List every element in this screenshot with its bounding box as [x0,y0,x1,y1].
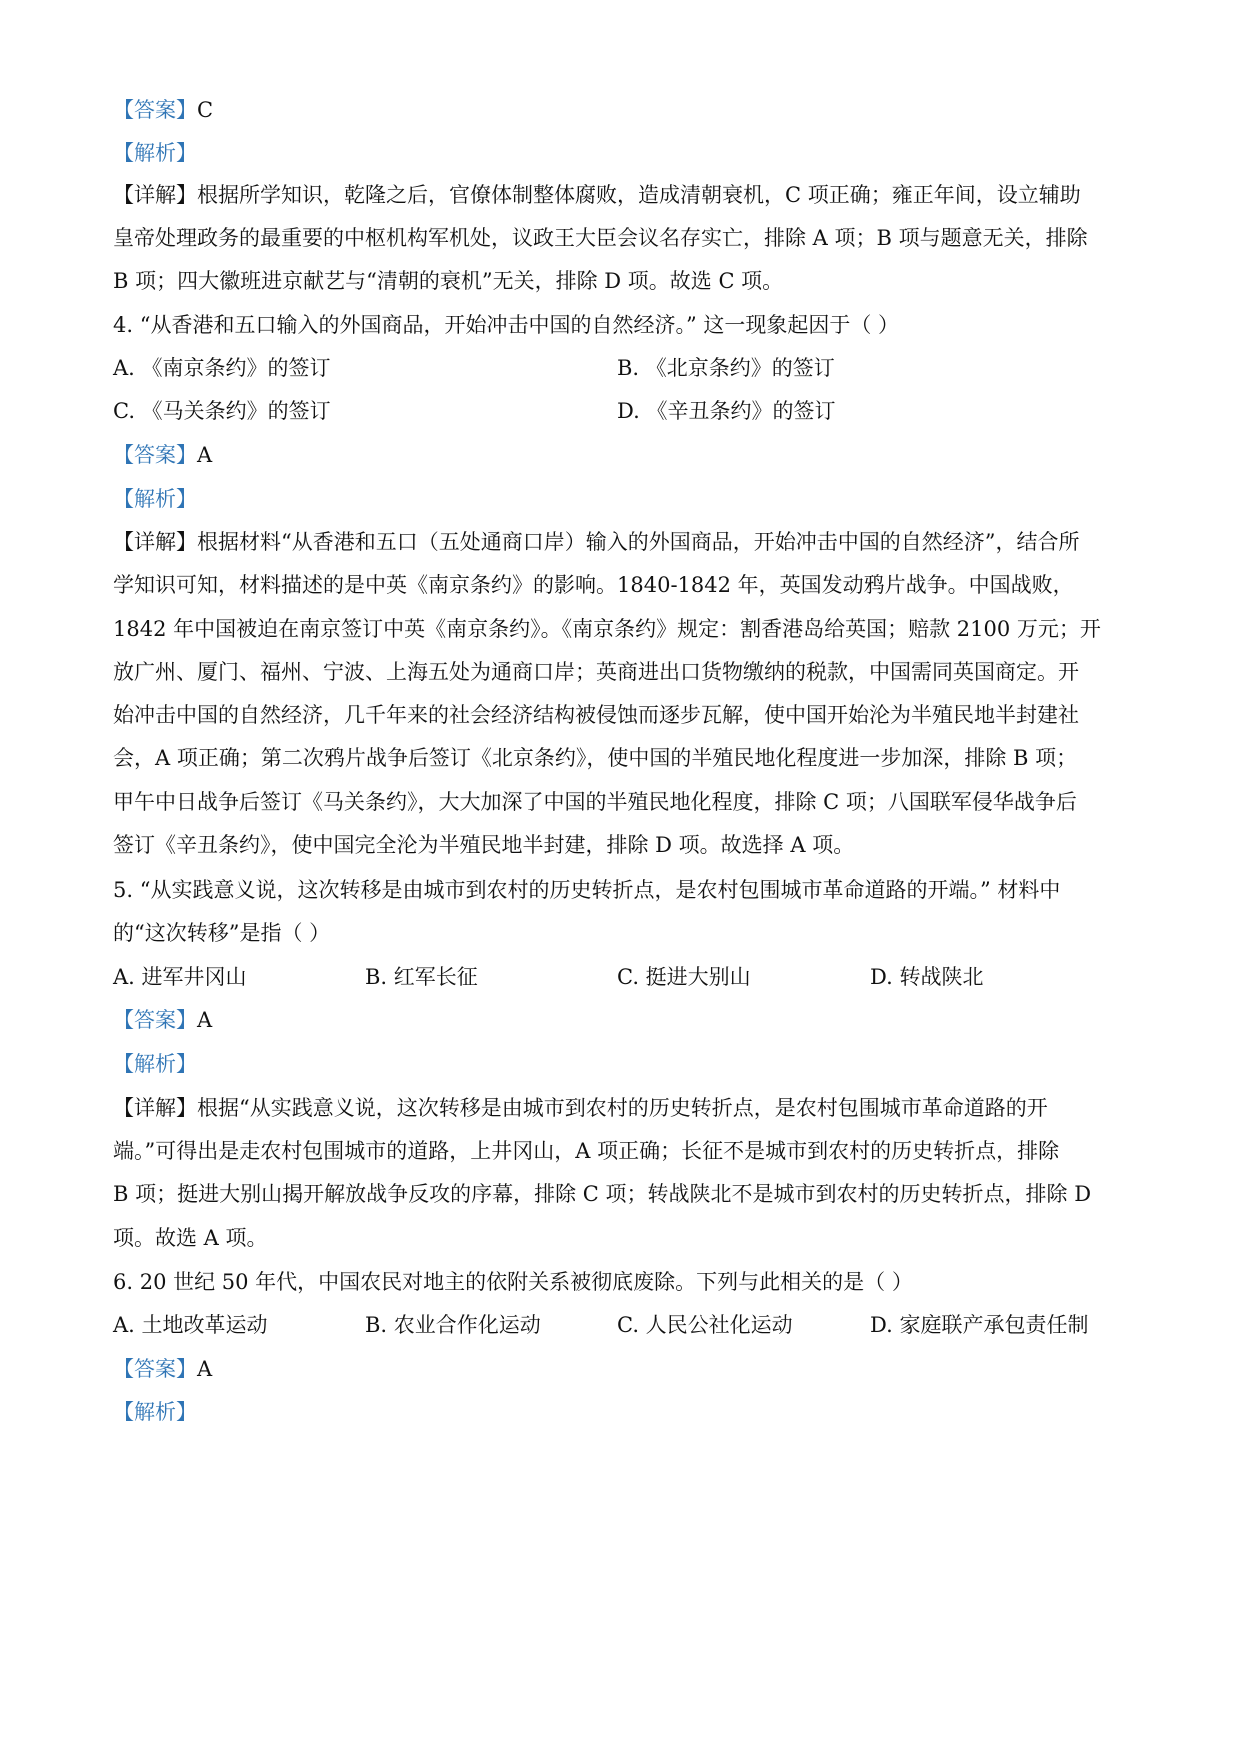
detail-text: 皇帝处理政务的最重要的中枢机构军机处，议政王大臣会议名存实亡，排除 A 项；B 项与题意无关，排除 [113,226,1088,250]
q5-option-d: D. 转战陕北 [870,965,984,989]
detail-text: B 项；四大徽班进京献艺与“清朝的衰机”无关，排除 D 项。故选 C 项。 [113,269,784,293]
answer-line [113,1354,1123,1384]
answer-value: A [197,1357,213,1381]
detail-text: 会，A 项正确；第二次鸦片战争后签订《北京条约》，使中国的半殖民地化程度进一步加深，排除 B 项； [113,746,1078,770]
question-5-stem: 的“这次转移”是指（ ） [113,921,331,945]
detail-text: 甲午中日战争后签订《马关条约》，大大加深了中国的半殖民地化程度，排除 C 项；八国联军侵华战争后 [113,790,1077,814]
analysis-line [113,484,1123,514]
answer-value: C [197,98,214,122]
analysis-line [113,1397,1123,1427]
answer-line [113,95,1123,125]
detail-label: 【详解】 [113,1096,197,1120]
q6-option-c: C. 人民公社化运动 [617,1313,793,1337]
detail-text: 签订《辛丑条约》，使中国完全沦为半殖民地半封建，排除 D 项。故选择 A 项。 [113,833,855,857]
detail-text: 根据“从实践意义说，这次转移是由城市到农村的历史转折点，是农村包围城市革命道路的开 [197,1096,1048,1120]
q4-option-c: C. 《马关条约》的签订 [113,399,331,423]
detail-label: 【详解】 [113,530,197,554]
analysis-label: 【解析】 [113,141,197,165]
detail-text: 端。”可得出是走农村包围城市的道路，上井冈山，A 项正确；长征不是城市到农村的历史转折点，排除 [113,1139,1060,1163]
answer-line [113,440,1123,470]
detail-line [113,1093,1123,1123]
analysis-label: 【解析】 [113,1400,197,1424]
answer-label: 【答案】 [113,443,197,467]
q5-option-a: A. 进军井冈山 [113,965,247,989]
analysis-line [113,138,1123,168]
question-5-stem: 5. “从实践意义说，这次转移是由城市到农村的历史转折点，是农村包围城市革命道路的开端。” 材料中 [113,878,1061,902]
q5-option-c: C. 挺进大别山 [617,965,751,989]
detail-label: 【详解】 [113,183,197,207]
analysis-line [113,1049,1123,1079]
question-6-stem: 6. 20 世纪 50 年代，中国农民对地主的依附关系被彻底废除。下列与此相关的是（ ） [113,1270,913,1294]
answer-label: 【答案】 [113,1008,197,1032]
q6-option-d: D. 家庭联产承包责任制 [870,1313,1089,1337]
detail-text: B 项；挺进大别山揭开解放战争反攻的序幕，排除 C 项；转战陕北不是城市到农村的历史转折点，排除 D [113,1182,1092,1206]
detail-text: 项。故选 A 项。 [113,1226,268,1250]
q4-option-d: D. 《辛丑条约》的签订 [617,399,836,423]
answer-label: 【答案】 [113,1357,197,1381]
detail-text: 根据材料“从香港和五口（五处通商口岸）输入的外国商品，开始冲击中国的自然经济”，结合所 [197,530,1080,554]
answer-line [113,1005,1123,1035]
q6-option-a: A. 土地改革运动 [113,1313,268,1337]
detail-text: 1842 年中国被迫在南京签订中英《南京条约》。《南京条约》规定：割香港岛给英国；赔款 2100 万元；开 [113,617,1101,641]
detail-text: 始冲击中国的自然经济，几千年来的社会经济结构被侵蚀而逐步瓦解，使中国开始沦为半殖民地半封建社 [113,703,1079,727]
q5-option-b: B. 红军长征 [365,965,478,989]
detail-text: 放广州、厦门、福州、宁波、上海五处为通商口岸；英商进出口货物缴纳的税款，中国需同英国商定。开 [113,660,1079,684]
detail-line [113,527,1123,557]
q4-option-a: A. 《南京条约》的签订 [113,356,331,380]
detail-text: 根据所学知识，乾隆之后，官僚体制整体腐败，造成清朝衰机，C 项正确；雍正年间，设立辅助 [197,183,1081,207]
answer-label: 【答案】 [113,98,197,122]
q6-option-b: B. 农业合作化运动 [365,1313,541,1337]
analysis-label: 【解析】 [113,487,197,511]
analysis-label: 【解析】 [113,1052,197,1076]
answer-value: A [197,443,213,467]
question-4-stem: 4. “从香港和五口输入的外国商品，开始冲击中国的自然经济。” 这一现象起因于（ ） [113,313,900,337]
detail-line [113,180,1123,210]
q4-option-b: B. 《北京条约》的签订 [617,356,835,380]
detail-text: 学知识可知，材料描述的是中英《南京条约》的影响。1840-1842 年，英国发动鸦片战争。中国战败， [113,573,1074,597]
answer-value: A [197,1008,213,1032]
